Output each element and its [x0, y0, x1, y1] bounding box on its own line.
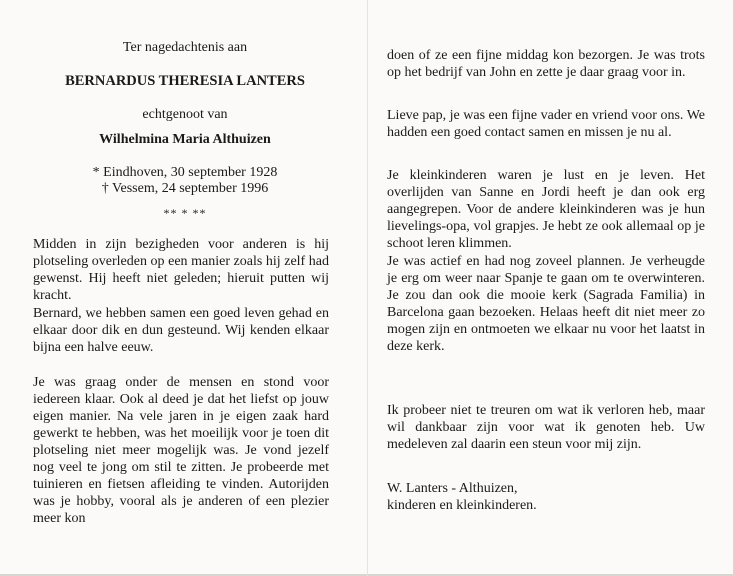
separator: ** * **: [163, 206, 207, 220]
signature: [387, 480, 705, 514]
paragraph-7: Je was actief en had nog zoveel plannen. Je verheugde je erg om weer naar Spanje te gaan om te overwinteren. Je zou dan ook die mooie kerk (Sagrada Familia) in Barcelona gaan bezoeken. Helaas heeft dit niet meer zo mogen zijn en ontmoeten we elkaar nu voor het laatst in deze kerk.: [387, 254, 705, 354]
relation-line: echtgenoot van: [142, 107, 228, 122]
signature-line-1: W. Lanters - Althuizen,: [387, 481, 518, 496]
paragraph-6: Je kleinkinderen waren je lust en je leven. Het overlijden van Sanne en Jordi heeft je dan ook erg aangegrepen. Voor de andere kleinkinderen was je hun lievelings-opa, vol grapjes. Je hebt ze ook allemaal op je schoot leren klimmen.: [387, 168, 705, 251]
paragraph-1: Midden in zijn bezigheden voor anderen is hij plotseling overleden op een manier zoals hij zelf had gewenst. Hij heeft niet geleden; hieruit putten wij kracht.: [33, 237, 329, 303]
paragraph-4: doen of ze een fijne middag kon bezorgen. Je was trots op het bedrijf van John en zette je daar graag voor in.: [387, 48, 705, 80]
paragraph-2: Bernard, we hebben samen een goed leven gehad en elkaar door dik en dun gesteund. Wij kenden elkaar bijna een halve eeuw.: [33, 306, 329, 355]
paragraph-3: Je was graag onder de mensen en stond voor iedereen klaar. Ook al deed je dat het liefst op jouw eigen manier. Na vele jaren in je eigen zaak hard gewerkt te hebben, was het moeilijk voor je toen dit plotseling niet meer mogelijk was. Je vond jezelf nog veel te jong om stil te zitten. Je probeerde met tuinieren en fietsen afleiding te vinden. Autorijden was je hobby, vooral als je anderen of een plezier meer kon: [33, 375, 329, 526]
intro-line: Ter nagedachtenis aan: [122, 40, 248, 55]
spouse-name: Wilhelmina Maria Althuizen: [99, 132, 271, 147]
birth-line: * Eindhoven, 30 september 1928: [92, 165, 278, 180]
signature-line-2: kinderen en kleinkinderen.: [387, 498, 537, 513]
paragraph-8: Ik probeer niet te treuren om wat ik verloren heb, maar wil dankbaar zijn voor wat ik genoten heb. Uw medeleven zal daarin een steun voor mij zijn.: [387, 403, 705, 452]
paragraph-5: Lieve pap, je was een fijne vader en vriend voor ons. We hadden een goed contact samen en missen je nu al.: [387, 108, 705, 140]
deceased-name: BERNARDUS THERESIA LANTERS: [65, 73, 305, 89]
death-line: † Vessem, 24 september 1996: [101, 181, 269, 196]
